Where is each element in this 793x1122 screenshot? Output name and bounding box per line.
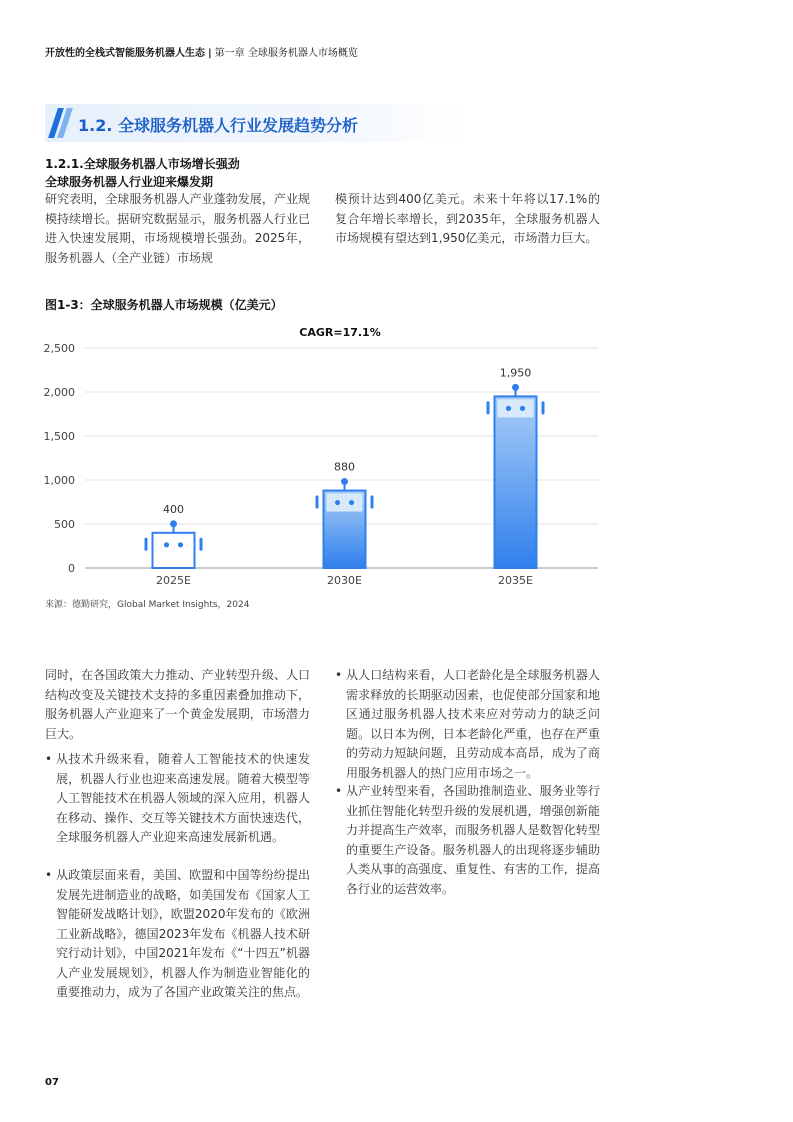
bullet-item: • 从技术升级来看，随着人工智能技术的快速发展，机器人行业也迎来高速发展。随着大模型等人工智能技术在机器人领域的深入应用，机器人在移动、操作、交互等关键技术方面快速迭代，全球服务机器人产业迎来高速发展新机遇。 xyxy=(45,750,310,848)
bullet-item: • 从产业转型来看，各国助推制造业、服务业等行业抓住智能化转型升级的发展机遇，增强创新能力并提高生产效率，而服务机器人是数智化转型的重要生产设备。服务机器人的出现将逐步辅助人类从事的高强度、重复性、有害的工作，提高各行业的运营效率。 xyxy=(335,782,600,899)
header-chapter: 第一章 全球服务机器人市场概览 xyxy=(214,48,358,59)
robot-eye xyxy=(178,542,183,547)
data-label: 880 xyxy=(334,460,355,474)
y-tick-label: 500 xyxy=(54,518,75,531)
robot-ear xyxy=(145,538,148,551)
header-title: 开放性的全栈式智能服务机器人生态 xyxy=(45,48,205,59)
subsection-title: 1.2.1.全球服务机器人市场增长强劲 xyxy=(45,157,240,171)
market-size-chart xyxy=(40,318,605,593)
x-tick-label: 2035E xyxy=(498,574,533,587)
body-paragraph: 同时，在各国政策大力推动、产业转型升级、人口结构改变及关键技术支持的多重因素叠加推动下，服务机器人产业迎来了一个黄金发展期，市场潜力巨大。 xyxy=(45,668,310,741)
robot-antenna-tip xyxy=(341,478,348,485)
robot-eye xyxy=(335,500,340,505)
chart-title: CAGR=17.1% xyxy=(299,326,381,339)
robot-ear xyxy=(542,401,545,414)
intro-paragraph-left: 研究表明，全球服务机器人产业蓬勃发展，产业规模持续增长。据研究数据显示，服务机器人行业已进入快速发展期，市场规模增长强劲。2025年，服务机器人（全产业链）市场规 xyxy=(45,192,310,265)
data-label: 400 xyxy=(163,502,184,516)
robot-ear xyxy=(316,496,319,509)
robot-eye xyxy=(164,542,169,547)
y-tick-label: 1,000 xyxy=(43,474,75,487)
robot-eye xyxy=(349,500,354,505)
figure-title: 图1-3：全球服务机器人市场规模（亿美元） xyxy=(45,298,283,312)
y-tick-label: 1,500 xyxy=(43,430,75,443)
robot-face xyxy=(156,536,192,554)
section-title: 1.2. 全球服务机器人行业发展趋势分析 xyxy=(78,116,358,135)
robot-ear xyxy=(200,538,203,551)
robot-antenna-tip xyxy=(512,384,519,391)
bullet-item: • 从政策层面来看，美国、欧盟和中国等纷纷提出发展先进制造业的战略，如美国发布《国家人工智能研发战略计划》，欧盟2020年发布的《欧洲工业新战略》，德国2023年发布《机器人技术研究行动计划》，中国2021年发布《“十四五”机器人产业发展规划》，机器人作为制造业智能化的重要推动力，成为了各国产业政策关注的焦点。 xyxy=(45,866,310,1003)
running-header xyxy=(45,44,358,59)
robot-antenna-tip xyxy=(170,520,177,527)
bar-group xyxy=(145,503,203,587)
x-tick-label: 2025E xyxy=(156,574,191,587)
bar xyxy=(495,396,537,568)
robot-ear xyxy=(487,401,490,414)
y-tick-label: 0 xyxy=(68,562,75,575)
robot-ear xyxy=(371,496,374,509)
data-label: 1,950 xyxy=(499,366,532,380)
robot-face xyxy=(498,399,534,417)
figure-source: 来源：德勤研究，Global Market Insights，2024 xyxy=(45,600,250,610)
header-separator: | xyxy=(208,48,212,59)
intro-paragraph-right: 模预计达到400亿美元。未来十年将以17.1%的复合年增长率增长，到2035年，全球服务机器人市场规模有望达到1,950亿美元，市场潜力巨大。 xyxy=(335,192,600,245)
x-tick-label: 2030E xyxy=(327,574,362,587)
page-number: 07 xyxy=(45,1077,59,1088)
bullet-item: • 从人口结构来看，人口老龄化是全球服务机器人需求释放的长期驱动因素，也促使部分国家和地区通过服务机器人技术来应对劳动力的缺乏问题。以日本为例，日本老龄化严重，也存在严重的劳动力短缺问题，且劳动成本高昂，成为了商用服务机器人的热门应用市场之一。 xyxy=(335,666,600,783)
subsection-subtitle: 全球服务机器人行业迎来爆发期 xyxy=(45,175,214,189)
bar-group xyxy=(487,366,545,587)
robot-face xyxy=(327,494,363,512)
y-tick-label: 2,500 xyxy=(43,342,75,355)
section-banner xyxy=(45,104,465,142)
robot-eye xyxy=(506,406,511,411)
robot-eye xyxy=(520,406,525,411)
y-tick-label: 2,000 xyxy=(43,386,75,399)
